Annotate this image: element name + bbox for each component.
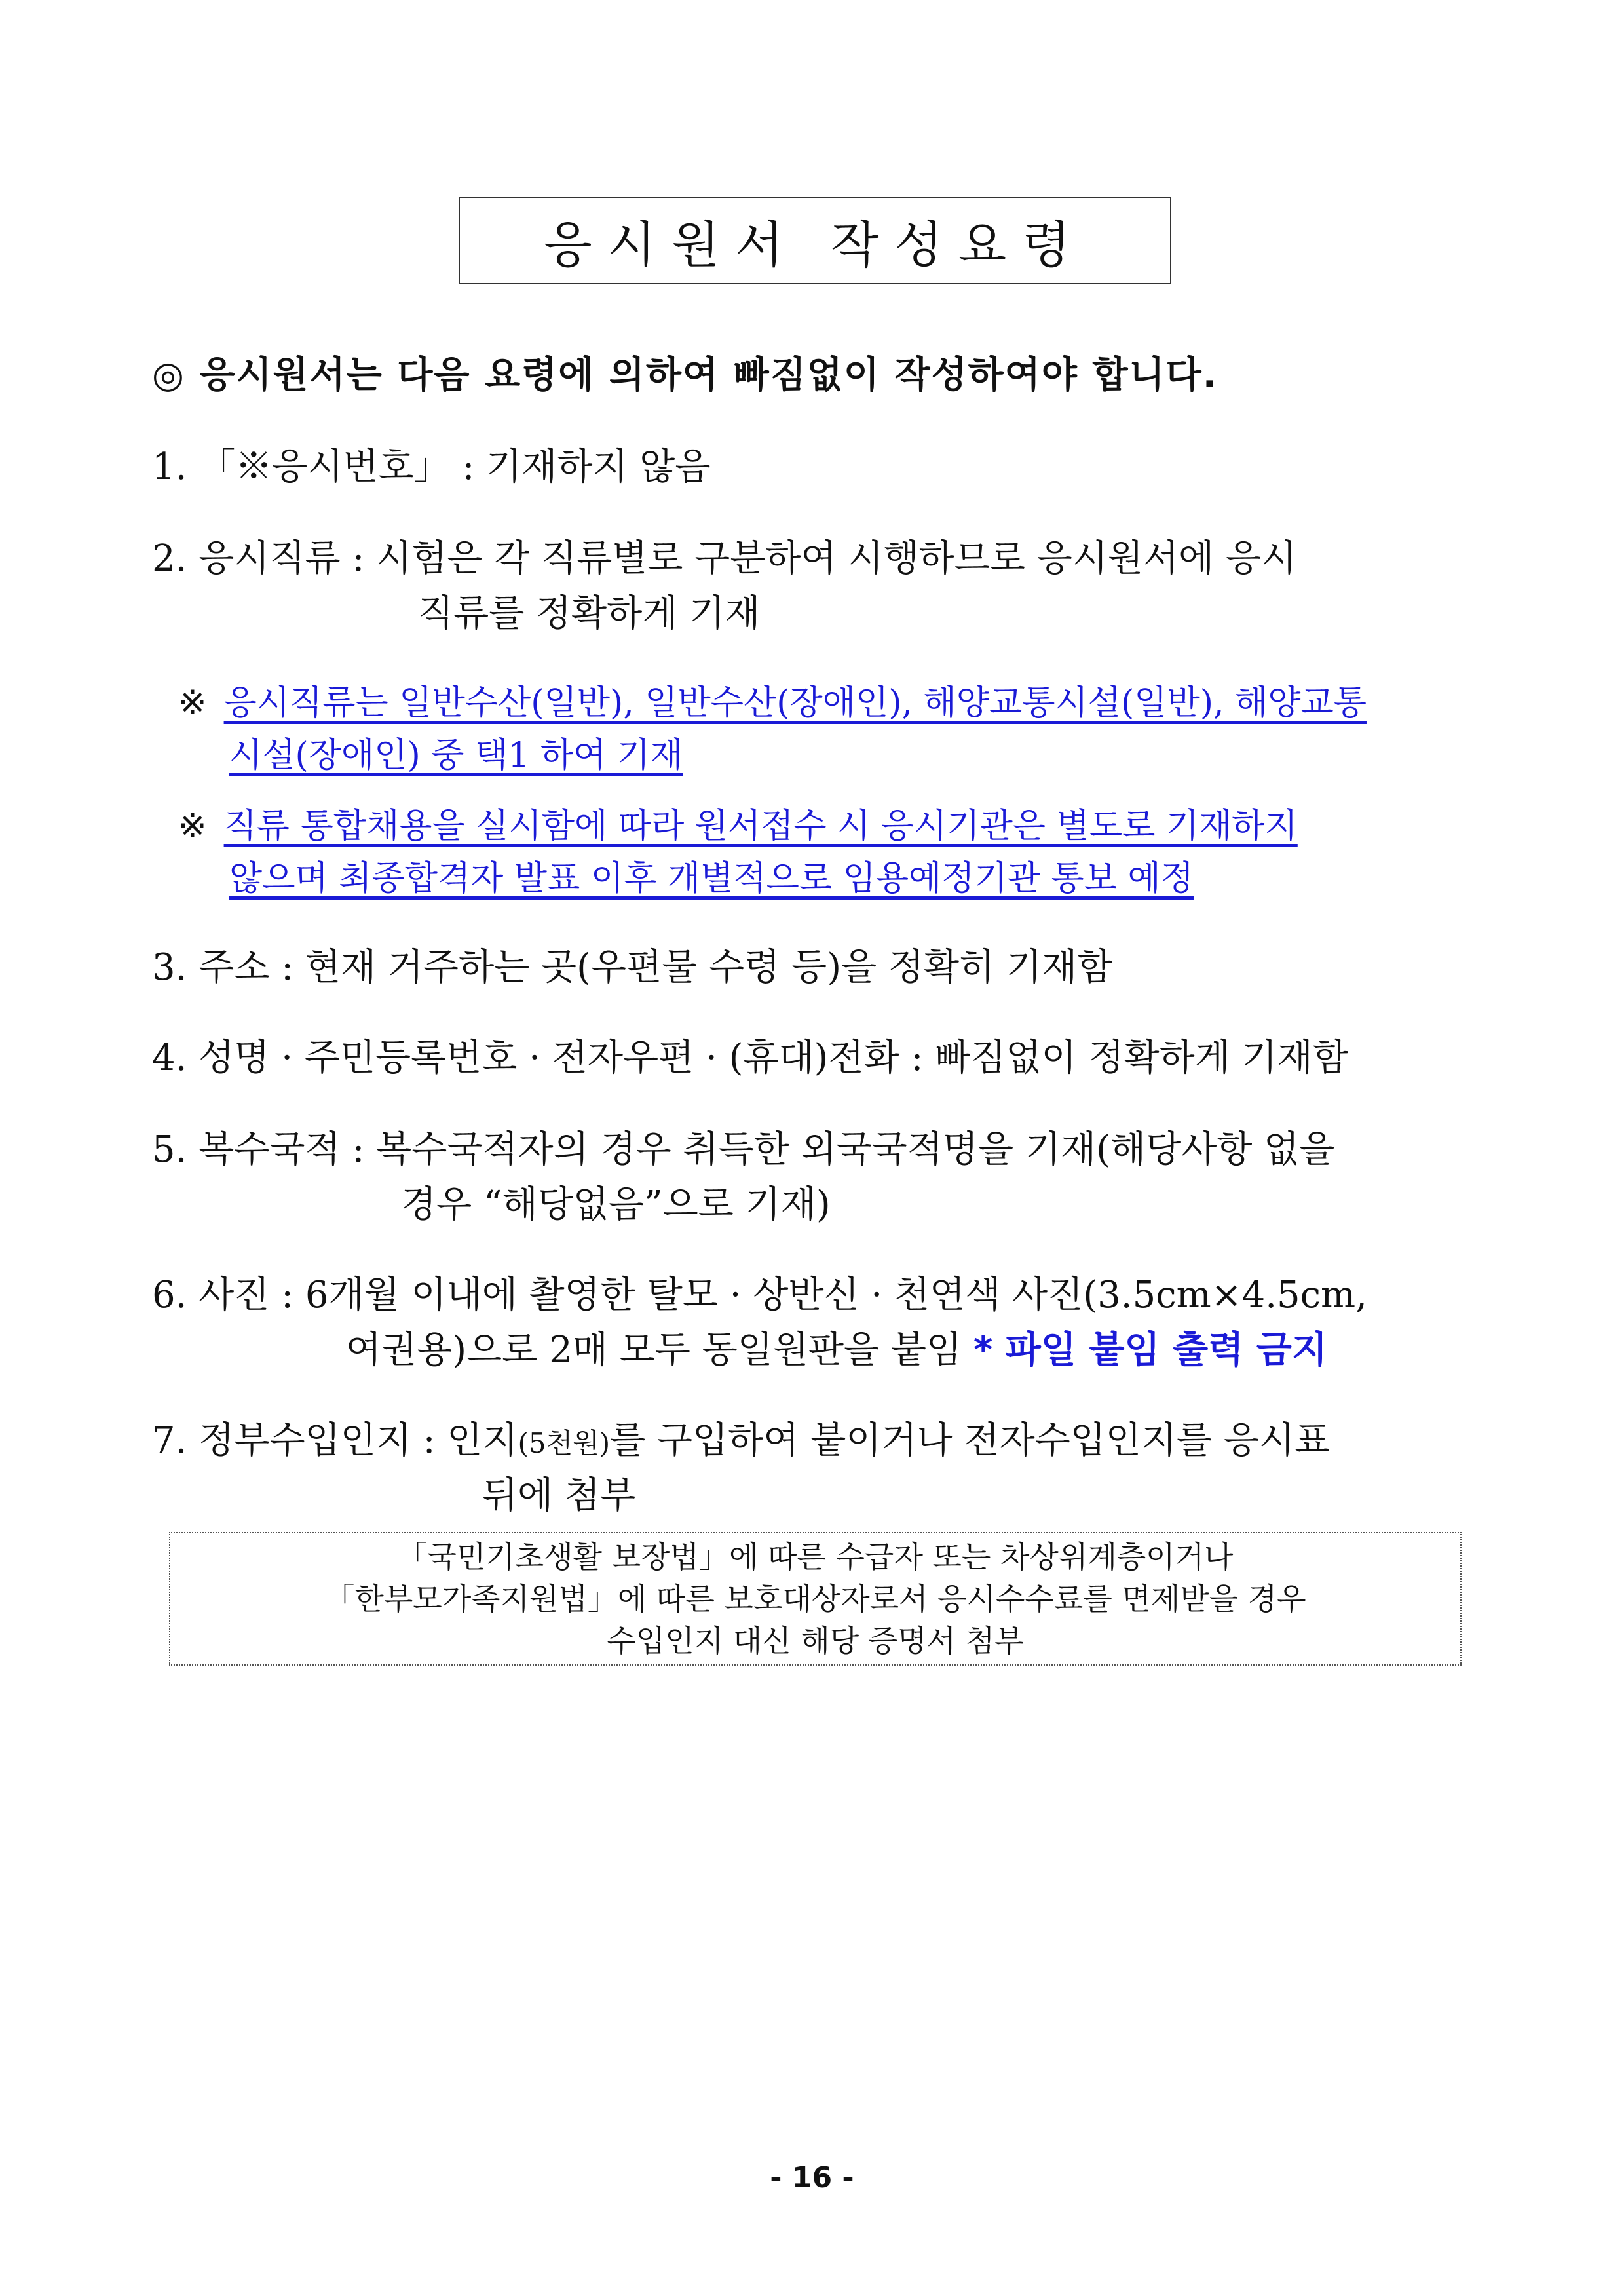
note-1-line2: 시설(장애인) 중 택1 하여 기재 — [229, 736, 683, 775]
item-1 — [152, 438, 711, 490]
note-2-line2: 않으며 최종합격자 발표 이후 개별적으로 임용예정기관 통보 예정 — [229, 859, 1194, 898]
exemption-box — [169, 1532, 1462, 1666]
item-6-line1: : 6개월 이내에 촬영한 탈모 · 상반신 · 천연색 사진(3.5cm×4.5cm, — [281, 1274, 1367, 1316]
item-7-fee: (5천원) — [518, 1427, 611, 1459]
item-1-text: : 기재하지 않음 — [462, 446, 711, 488]
item-5-line1: : 복수국적자의 경우 취득한 외국국적명을 기재(해당사항 없을 — [352, 1128, 1335, 1171]
note-1-mark: ※ — [178, 683, 207, 723]
item-7 — [152, 1411, 1330, 1464]
item-2 — [152, 529, 1296, 582]
page-number: - 16 - — [770, 2161, 854, 2194]
item-7-label: 정부수입인지 — [198, 1419, 411, 1462]
item-6-line2-row — [346, 1321, 1327, 1373]
item-5-label: 복수국적 — [198, 1128, 341, 1171]
exemption-line-2: 「한부모가족지원법」에 따른 보호대상자로서 응시수수료를 면제받을 경우 — [324, 1581, 1306, 1617]
item-6-label: 사진 — [198, 1274, 270, 1316]
item-2-number: 2. — [152, 537, 187, 580]
item-5 — [152, 1120, 1334, 1173]
note-2-line1: 직류 통합채용을 실시함에 따라 원서접수 시 응시기관은 별도로 기재하지 — [223, 807, 1298, 846]
item-7-line2: 뒤에 첨부 — [482, 1474, 636, 1517]
item-3-number: 3. — [152, 946, 187, 989]
item-6-line2: 여권용)으로 2매 모두 동일원판을 붙임 — [346, 1329, 962, 1371]
item-5-number: 5. — [152, 1128, 187, 1171]
item-1-label: 「※응시번호」 — [198, 446, 451, 488]
intro-text: ◎ 응시원서는 다음 요령에 의하여 빠짐없이 작성하여야 합니다. — [152, 354, 1218, 396]
item-2-line1: : 시험은 각 직류별로 구분하여 시행하므로 응시원서에 응시 — [352, 537, 1297, 580]
note-1 — [178, 675, 1367, 724]
item-5-line2: 경우 “해당없음”으로 기재) — [401, 1183, 831, 1226]
item-4 — [152, 1029, 1348, 1081]
item-3-text: 주소 : 현재 거주하는 곳(우편물 수령 등)을 정확히 기재함 — [198, 946, 1113, 989]
item-3 — [152, 938, 1112, 991]
item-7-number: 7. — [152, 1419, 187, 1462]
exemption-line-3: 수입인지 대신 해당 증명서 첨부 — [607, 1623, 1024, 1658]
title-box — [459, 197, 1171, 284]
item-6-warning: * 파일 붙임 출력 금지 — [973, 1329, 1327, 1371]
note-2 — [178, 798, 1298, 847]
item-7-line1-pre: : 인지 — [423, 1419, 518, 1462]
item-2-label: 응시직류 — [198, 537, 341, 580]
item-1-number: 1. — [152, 446, 187, 488]
item-2-line2: 직류를 정확하게 기재 — [418, 592, 761, 635]
note-2-mark: ※ — [178, 807, 207, 846]
item-4-number: 4. — [152, 1037, 187, 1079]
page-title: 응시원서 작성요령 — [544, 215, 1086, 274]
item-6-number: 6. — [152, 1274, 187, 1316]
note-1-line1: 응시직류는 일반수산(일반), 일반수산(장애인), 해양교통시설(일반), 해양교통 — [223, 683, 1367, 723]
item-6 — [152, 1266, 1367, 1318]
item-4-text: 성명 · 주민등록번호 · 전자우편 · (휴대)전화 : 빠짐없이 정확하게 기재함 — [198, 1037, 1348, 1079]
item-7-line1-post: 를 구입하여 붙이거나 전자수입인지를 응시표 — [610, 1419, 1331, 1462]
exemption-line-1: 「국민기초생활 보장법」에 따른 수급자 또는 차상위계층이거나 — [397, 1539, 1234, 1575]
